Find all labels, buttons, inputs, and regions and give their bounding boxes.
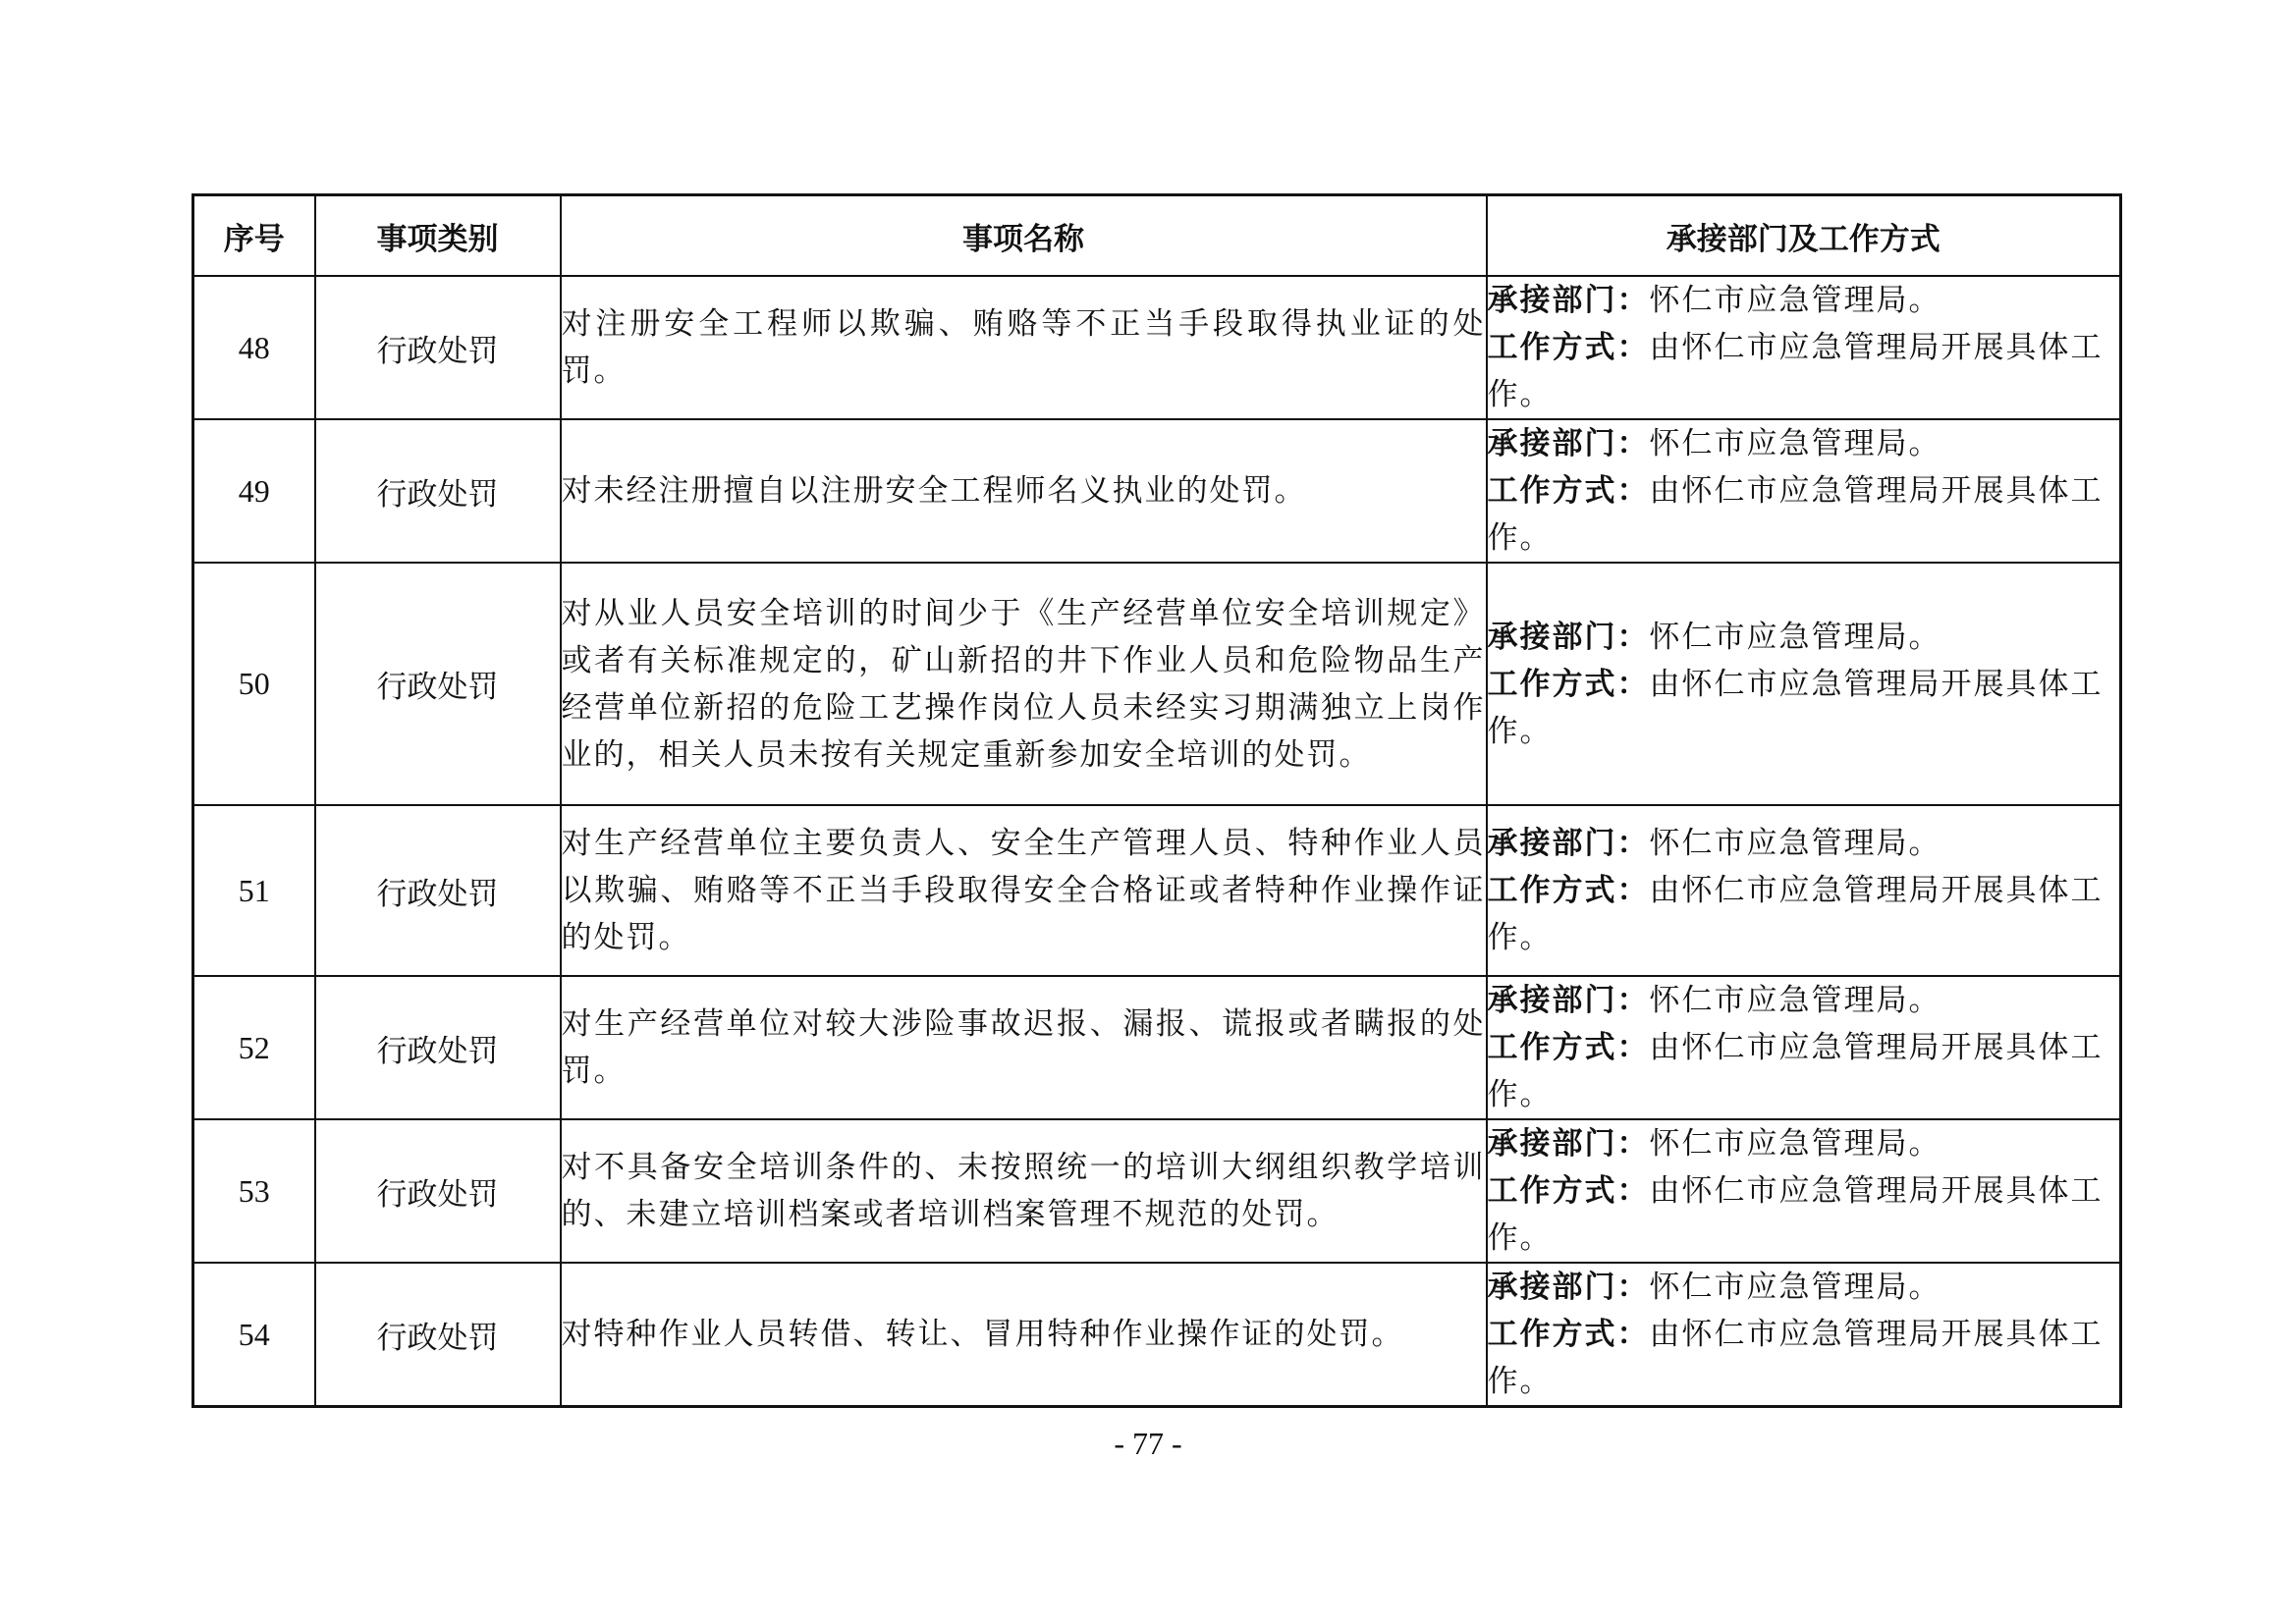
- table-row: [193, 1263, 2121, 1407]
- dept-key-label: 承接部门：: [1487, 426, 1650, 461]
- dept-value: 怀仁市应急管理局。: [1649, 1126, 1941, 1162]
- method-line: [1488, 661, 2120, 755]
- method-key-label: 工作方式：: [1487, 473, 1650, 509]
- row-number: 48: [193, 276, 315, 419]
- header-row: [193, 195, 2121, 277]
- dept-line: [1488, 820, 2120, 867]
- table-row: [193, 805, 2121, 976]
- items-table: [191, 193, 2122, 1408]
- method-value: 由怀仁市应急管理局开展具体工作。: [1487, 1317, 2104, 1399]
- row-number: 52: [193, 976, 315, 1119]
- dept-line: [1488, 277, 2120, 324]
- dept-value: 怀仁市应急管理局。: [1649, 283, 1941, 318]
- dept-value: 怀仁市应急管理局。: [1649, 619, 1941, 655]
- row-dept-method: [1487, 419, 2121, 563]
- dept-key-label: 承接部门：: [1487, 983, 1650, 1018]
- table-row: [193, 976, 2121, 1119]
- row-item-name: 对生产经营单位主要负责人、安全生产管理人员、特种作业人员以欺骗、贿赂等不正当手段取得安全合格证或者特种作业操作证的处罚。: [561, 805, 1487, 976]
- row-item-name: 对不具备安全培训条件的、未按照统一的培训大纲组织教学培训的、未建立培训档案或者培训档案管理不规范的处罚。: [561, 1119, 1487, 1263]
- dept-line: [1488, 420, 2120, 467]
- row-category: 行政处罚: [315, 1119, 561, 1263]
- table-row: [193, 563, 2121, 805]
- row-dept-method: [1487, 563, 2121, 805]
- row-dept-method: [1487, 276, 2121, 419]
- method-line: [1488, 867, 2120, 961]
- method-value: 由怀仁市应急管理局开展具体工作。: [1487, 873, 2104, 955]
- dept-value: 怀仁市应急管理局。: [1649, 426, 1941, 461]
- row-category: 行政处罚: [315, 563, 561, 805]
- method-line: [1488, 1311, 2120, 1405]
- method-value: 由怀仁市应急管理局开展具体工作。: [1487, 473, 2104, 556]
- dept-value: 怀仁市应急管理局。: [1649, 1270, 1941, 1305]
- header-category: 事项类别: [315, 195, 561, 277]
- header-no: 序号: [193, 195, 315, 277]
- row-category: 行政处罚: [315, 976, 561, 1119]
- row-item-name: 对注册安全工程师以欺骗、贿赂等不正当手段取得执业证的处罚。: [561, 276, 1487, 419]
- method-value: 由怀仁市应急管理局开展具体工作。: [1487, 666, 2104, 749]
- table-row: [193, 419, 2121, 563]
- method-line: [1488, 467, 2120, 562]
- row-number: 53: [193, 1119, 315, 1263]
- row-item-name: 对从业人员安全培训的时间少于《生产经营单位安全培训规定》或者有关标准规定的，矿山新招的井下作业人员和危险物品生产经营单位新招的危险工艺操作岗位人员未经实习期满独立上岗作业的，相关人员未按有关规定重新参加安全培训的处罚。: [561, 563, 1487, 805]
- header-name: 事项名称: [561, 195, 1487, 277]
- row-category: 行政处罚: [315, 1263, 561, 1407]
- dept-line: [1488, 1120, 2120, 1167]
- row-dept-method: [1487, 976, 2121, 1119]
- method-key-label: 工作方式：: [1487, 330, 1650, 365]
- method-value: 由怀仁市应急管理局开展具体工作。: [1487, 1173, 2104, 1256]
- method-key-label: 工作方式：: [1487, 666, 1650, 702]
- row-item-name: 对生产经营单位对较大涉险事故迟报、漏报、谎报或者瞒报的处罚。: [561, 976, 1487, 1119]
- row-category: 行政处罚: [315, 805, 561, 976]
- method-value: 由怀仁市应急管理局开展具体工作。: [1487, 330, 2104, 412]
- row-item-name: 对未经注册擅自以注册安全工程师名义执业的处罚。: [561, 419, 1487, 563]
- dept-line: [1488, 614, 2120, 661]
- row-dept-method: [1487, 1119, 2121, 1263]
- dept-key-label: 承接部门：: [1487, 826, 1650, 861]
- row-number: 50: [193, 563, 315, 805]
- dept-key-label: 承接部门：: [1487, 283, 1650, 318]
- row-category: 行政处罚: [315, 276, 561, 419]
- method-key-label: 工作方式：: [1487, 873, 1650, 908]
- method-key-label: 工作方式：: [1487, 1030, 1650, 1065]
- row-number: 49: [193, 419, 315, 563]
- method-value: 由怀仁市应急管理局开展具体工作。: [1487, 1030, 2104, 1112]
- method-key-label: 工作方式：: [1487, 1173, 1650, 1209]
- dept-key-label: 承接部门：: [1487, 1270, 1650, 1305]
- dept-key-label: 承接部门：: [1487, 1126, 1650, 1162]
- method-line: [1488, 1024, 2120, 1118]
- dept-line: [1488, 977, 2120, 1024]
- dept-value: 怀仁市应急管理局。: [1649, 983, 1941, 1018]
- row-number: 51: [193, 805, 315, 976]
- row-category: 行政处罚: [315, 419, 561, 563]
- header-dept: 承接部门及工作方式: [1487, 195, 2121, 277]
- dept-line: [1488, 1264, 2120, 1311]
- table-row: [193, 276, 2121, 419]
- method-line: [1488, 324, 2120, 418]
- dept-key-label: 承接部门：: [1487, 619, 1650, 655]
- method-key-label: 工作方式：: [1487, 1317, 1650, 1352]
- page-number: - 77 -: [1114, 1426, 1182, 1461]
- dept-value: 怀仁市应急管理局。: [1649, 826, 1941, 861]
- method-line: [1488, 1167, 2120, 1262]
- row-dept-method: [1487, 1263, 2121, 1407]
- row-dept-method: [1487, 805, 2121, 976]
- row-item-name: 对特种作业人员转借、转让、冒用特种作业操作证的处罚。: [561, 1263, 1487, 1407]
- table-row: [193, 1119, 2121, 1263]
- row-number: 54: [193, 1263, 315, 1407]
